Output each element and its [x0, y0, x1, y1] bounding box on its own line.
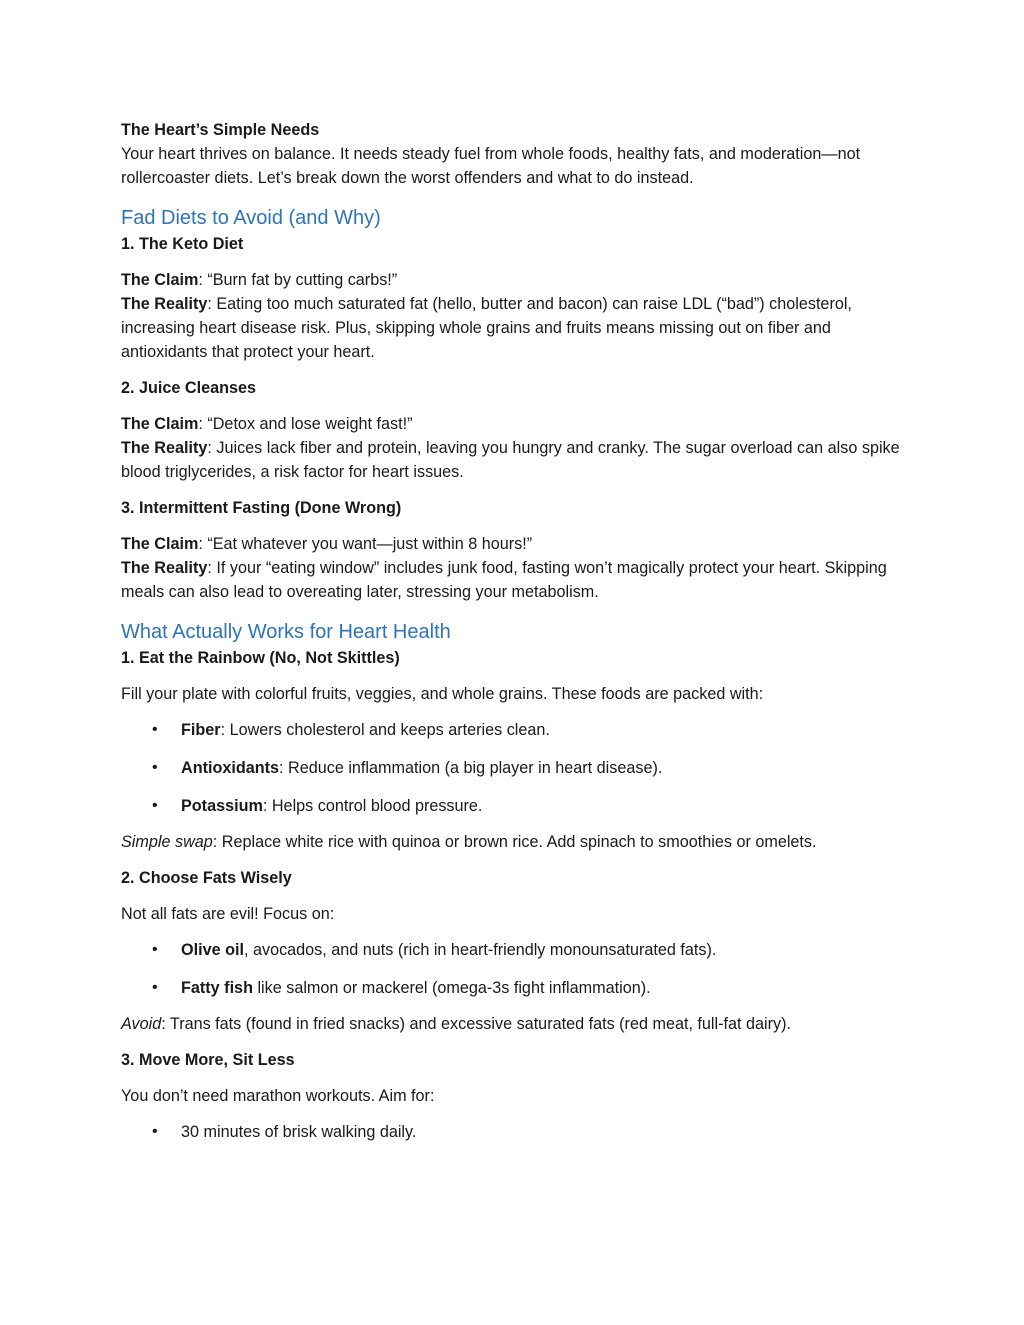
- reality-fasting: [121, 556, 911, 604]
- claim-label: The Claim: [121, 271, 199, 289]
- bullet-text: like salmon or mackerel (omega-3s fight inflammation).: [252, 979, 651, 997]
- bullet-term: Potassium: [181, 797, 263, 815]
- claim-label: The Claim: [121, 535, 199, 553]
- section-title-what-works: What Actually Works for Heart Health: [121, 621, 451, 643]
- claim-text: : “Detox and lose weight fast!”: [198, 415, 413, 433]
- document-page: [121, 118, 911, 1144]
- bullet-text: : Reduce inflammation (a big player in heart disease).: [279, 759, 663, 777]
- claim-juice: [121, 412, 911, 436]
- bullet-text: : Lowers cholesterol and keeps arteries clean.: [220, 721, 550, 739]
- reality-keto: [121, 292, 911, 364]
- claim-fasting: [121, 532, 911, 556]
- reality-juice: [121, 436, 911, 484]
- intro-heading: The Heart’s Simple Needs: [121, 121, 320, 139]
- reality-text: : Eating too much saturated fat (hello, butter and bacon) can raise LDL (“bad”) cholesterol, increasing heart disease risk. Plus, skipping whole grains and fruits means missing out on fiber and antioxidants that protect your heart.: [121, 295, 852, 361]
- intro-paragraph: Your heart thrives on balance. It needs steady fuel from whole foods, healthy fats, and moderation—not rollercoaster diets. Let’s break down the worst offenders and what to do instead.: [121, 145, 861, 187]
- subheading-juice-cleanses: 2. Juice Cleanses: [121, 379, 256, 397]
- bullet-icon: •: [152, 721, 158, 738]
- subheading-eat-rainbow: 1. Eat the Rainbow (No, Not Skittles): [121, 649, 400, 667]
- section-title-fad-diets: Fad Diets to Avoid (and Why): [121, 207, 381, 229]
- simple-swap-note: [121, 830, 911, 854]
- claim-keto: [121, 268, 911, 292]
- fats-intro: Not all fats are evil! Focus on:: [121, 905, 335, 923]
- list-item: [121, 718, 911, 742]
- subheading-choose-fats: 2. Choose Fats Wisely: [121, 869, 292, 887]
- bullet-text: 30 minutes of brisk walking daily.: [181, 1123, 417, 1141]
- rainbow-intro: Fill your plate with colorful fruits, veggies, and whole grains. These foods are packed with:: [121, 685, 764, 703]
- list-item: [121, 938, 911, 962]
- move-bullet-list: [121, 1120, 911, 1144]
- rainbow-bullet-list: [121, 718, 911, 818]
- subheading-keto: 1. The Keto Diet: [121, 235, 244, 253]
- swap-text: : Replace white rice with quinoa or brown rice. Add spinach to smoothies or omelets.: [212, 833, 817, 851]
- bullet-icon: •: [152, 941, 158, 958]
- subheading-intermittent-fasting: 3. Intermittent Fasting (Done Wrong): [121, 499, 402, 517]
- reality-label: The Reality: [121, 439, 208, 457]
- list-item: [121, 794, 911, 818]
- list-item: [121, 756, 911, 780]
- bullet-text: : Helps control blood pressure.: [262, 797, 483, 815]
- bullet-icon: •: [152, 979, 158, 996]
- avoid-text: : Trans fats (found in fried snacks) and excessive saturated fats (red meat, full-fat dairy).: [161, 1015, 791, 1033]
- claim-label: The Claim: [121, 415, 199, 433]
- fats-bullet-list: [121, 938, 911, 1000]
- subheading-move-more: 3. Move More, Sit Less: [121, 1051, 295, 1069]
- list-item: [121, 1120, 911, 1144]
- bullet-term: Antioxidants: [181, 759, 280, 777]
- bullet-icon: •: [152, 759, 158, 776]
- bullet-text: , avocados, and nuts (rich in heart-friendly monounsaturated fats).: [243, 941, 717, 959]
- avoid-label: Avoid: [121, 1015, 162, 1033]
- reality-label: The Reality: [121, 559, 208, 577]
- bullet-term: Fatty fish: [181, 979, 253, 997]
- reality-text: : If your “eating window” includes junk food, fasting won’t magically protect your heart. Skipping meals can also lead to overeating later, stressing your metabolism.: [121, 559, 887, 601]
- reality-label: The Reality: [121, 295, 208, 313]
- reality-text: : Juices lack fiber and protein, leaving you hungry and cranky. The sugar overload can also spike blood triglycerides, a risk factor for heart issues.: [121, 439, 900, 481]
- bullet-term: Fiber: [181, 721, 221, 739]
- bullet-icon: •: [152, 797, 158, 814]
- claim-text: : “Burn fat by cutting carbs!”: [198, 271, 398, 289]
- avoid-note: [121, 1012, 911, 1036]
- move-intro: You don’t need marathon workouts. Aim for:: [121, 1087, 435, 1105]
- swap-label: Simple swap: [121, 833, 213, 851]
- bullet-icon: •: [152, 1123, 158, 1140]
- claim-text: : “Eat whatever you want—just within 8 hours!”: [198, 535, 533, 553]
- bullet-term: Olive oil: [181, 941, 244, 959]
- list-item: [121, 976, 911, 1000]
